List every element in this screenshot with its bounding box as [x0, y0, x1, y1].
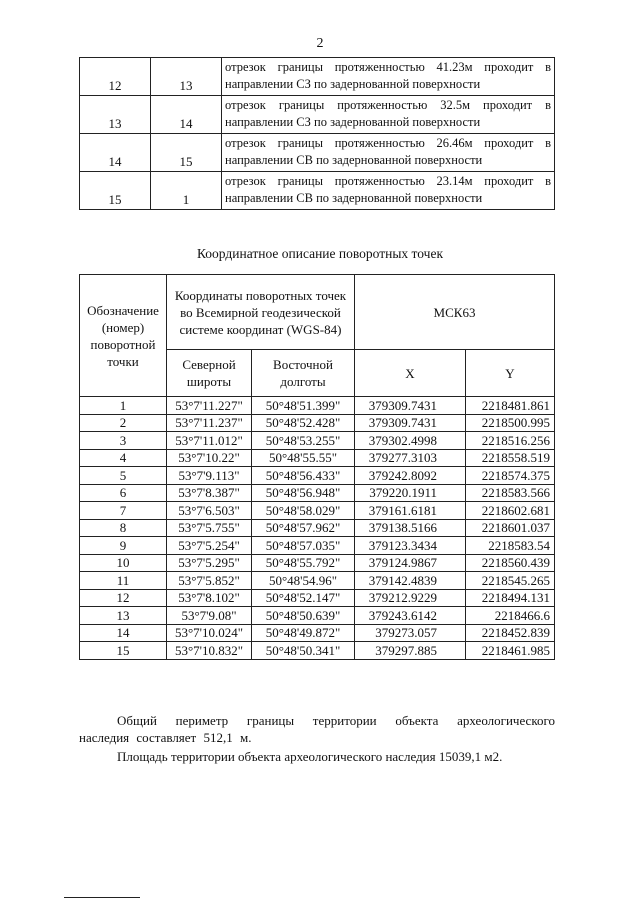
longitude-cell: 50°48'50.341": [252, 642, 355, 660]
x-cell: 379273.057: [355, 624, 466, 642]
point-number: 8: [80, 519, 167, 537]
y-cell: 2218601.037: [466, 519, 555, 537]
header-wgs: Координаты поворотных точек во Всемирной геодезической системе координат (WGS-84): [167, 275, 355, 350]
longitude-cell: 50°48'55.792": [252, 554, 355, 572]
area-paragraph: Площадь территории объекта археологического наследия 15039,1 м2.: [117, 749, 503, 764]
table-row: [80, 624, 555, 642]
x-cell: 379124.9867: [355, 554, 466, 572]
point-number: 12: [80, 589, 167, 607]
latitude-cell: 53°7'11.237": [167, 414, 252, 432]
point-number: 9: [80, 537, 167, 555]
perimeter-paragraph: Общий периметр границы территории объекта археологического наследия составляет 512,1 м.: [79, 713, 555, 745]
y-cell: 2218574.375: [466, 467, 555, 485]
latitude-cell: 53°7'10.832": [167, 642, 252, 660]
x-cell: 379220.1911: [355, 484, 466, 502]
x-cell: 379297.885: [355, 642, 466, 660]
y-cell: 2218500.995: [466, 414, 555, 432]
x-cell: 379138.5166: [355, 519, 466, 537]
table-row: [80, 519, 555, 537]
coords-table-title: Координатное описание поворотных точек: [196, 246, 444, 261]
x-cell: 379161.6181: [355, 502, 466, 520]
segment-to: 13: [151, 58, 222, 96]
table-row: [80, 449, 555, 467]
longitude-cell: 50°48'57.035": [252, 537, 355, 555]
table-row: [80, 432, 555, 450]
longitude-cell: 50°48'55.55": [252, 449, 355, 467]
y-cell: 2218558.519: [466, 449, 555, 467]
longitude-cell: 50°48'52.147": [252, 589, 355, 607]
latitude-cell: 53°7'8.387": [167, 484, 252, 502]
longitude-cell: 50°48'56.433": [252, 467, 355, 485]
header-point: Обозначение (номер) поворотной точки: [80, 275, 167, 397]
y-cell: 2218494.131: [466, 589, 555, 607]
header-north: Северной широты: [167, 350, 252, 397]
table-row: [80, 397, 555, 415]
table-row: [80, 642, 555, 660]
segment-row: [80, 172, 555, 210]
x-cell: 379309.7431: [355, 414, 466, 432]
y-cell: 2218583.566: [466, 484, 555, 502]
segment-from: 15: [80, 172, 151, 210]
page-number: 2: [316, 36, 324, 51]
latitude-cell: 53°7'5.852": [167, 572, 252, 590]
segment-description: отрезок границы протяженностью 41.23м проходит в направлении СЗ по задернованной поверхности: [222, 58, 555, 96]
table-row: [80, 484, 555, 502]
x-cell: 379123.3434: [355, 537, 466, 555]
point-number: 3: [80, 432, 167, 450]
x-cell: 379277.3103: [355, 449, 466, 467]
longitude-cell: 50°48'53.255": [252, 432, 355, 450]
latitude-cell: 53°7'9.08": [167, 607, 252, 625]
latitude-cell: 53°7'5.254": [167, 537, 252, 555]
header-x: X: [355, 350, 466, 397]
x-cell: 379142.4839: [355, 572, 466, 590]
header-east: Восточной долготы: [252, 350, 355, 397]
latitude-cell: 53°7'9.113": [167, 467, 252, 485]
segment-from: 13: [80, 96, 151, 134]
x-cell: 379302.4998: [355, 432, 466, 450]
point-number: 15: [80, 642, 167, 660]
latitude-cell: 53°7'5.295": [167, 554, 252, 572]
table-row: [80, 414, 555, 432]
latitude-cell: 53°7'6.503": [167, 502, 252, 520]
y-cell: 2218481.861: [466, 397, 555, 415]
latitude-cell: 53°7'11.227": [167, 397, 252, 415]
header-msk: МСК63: [355, 275, 555, 350]
segment-row: [80, 134, 555, 172]
segment-row: [80, 58, 555, 96]
latitude-cell: 53°7'10.22": [167, 449, 252, 467]
coordinates-table: [79, 274, 555, 660]
y-cell: 2218452.839: [466, 624, 555, 642]
table-row: [80, 467, 555, 485]
point-number: 1: [80, 397, 167, 415]
segment-description: отрезок границы протяженностью 26.46м проходит в направлении СВ по задернованной поверхности: [222, 134, 555, 172]
point-number: 7: [80, 502, 167, 520]
table-row: [80, 554, 555, 572]
y-cell: 2218461.985: [466, 642, 555, 660]
segment-description: отрезок границы протяженностью 32.5м проходит в направлении СЗ по задернованной поверхности: [222, 96, 555, 134]
segment-from: 14: [80, 134, 151, 172]
longitude-cell: 50°48'49.872": [252, 624, 355, 642]
latitude-cell: 53°7'5.755": [167, 519, 252, 537]
segment-to: 1: [151, 172, 222, 210]
point-number: 4: [80, 449, 167, 467]
longitude-cell: 50°48'51.399": [252, 397, 355, 415]
table-row: [80, 572, 555, 590]
longitude-cell: 50°48'50.639": [252, 607, 355, 625]
table-row: [80, 589, 555, 607]
segment-from: 12: [80, 58, 151, 96]
y-cell: 2218466.6: [466, 607, 555, 625]
y-cell: 2218545.265: [466, 572, 555, 590]
header-y: Y: [466, 350, 555, 397]
latitude-cell: 53°7'11.012": [167, 432, 252, 450]
y-cell: 2218560.439: [466, 554, 555, 572]
latitude-cell: 53°7'8.102": [167, 589, 252, 607]
longitude-cell: 50°48'56.948": [252, 484, 355, 502]
longitude-cell: 50°48'57.962": [252, 519, 355, 537]
segment-row: [80, 96, 555, 134]
y-cell: 2218516.256: [466, 432, 555, 450]
boundary-segments-table: [79, 57, 555, 210]
longitude-cell: 50°48'52.428": [252, 414, 355, 432]
point-number: 13: [80, 607, 167, 625]
latitude-cell: 53°7'10.024": [167, 624, 252, 642]
table-row: [80, 607, 555, 625]
table-row: [80, 537, 555, 555]
x-cell: 379212.9229: [355, 589, 466, 607]
footer-rule: [64, 897, 140, 898]
point-number: 2: [80, 414, 167, 432]
x-cell: 379242.8092: [355, 467, 466, 485]
x-cell: 379243.6142: [355, 607, 466, 625]
longitude-cell: 50°48'58.029": [252, 502, 355, 520]
point-number: 14: [80, 624, 167, 642]
y-cell: 2218602.681: [466, 502, 555, 520]
x-cell: 379309.7431: [355, 397, 466, 415]
segment-to: 15: [151, 134, 222, 172]
segment-description: отрезок границы протяженностью 23.14м проходит в направлении СВ по задернованной поверхности: [222, 172, 555, 210]
point-number: 6: [80, 484, 167, 502]
point-number: 11: [80, 572, 167, 590]
point-number: 5: [80, 467, 167, 485]
longitude-cell: 50°48'54.96": [252, 572, 355, 590]
segment-to: 14: [151, 96, 222, 134]
table-row: [80, 502, 555, 520]
y-cell: 2218583.54: [466, 537, 555, 555]
point-number: 10: [80, 554, 167, 572]
